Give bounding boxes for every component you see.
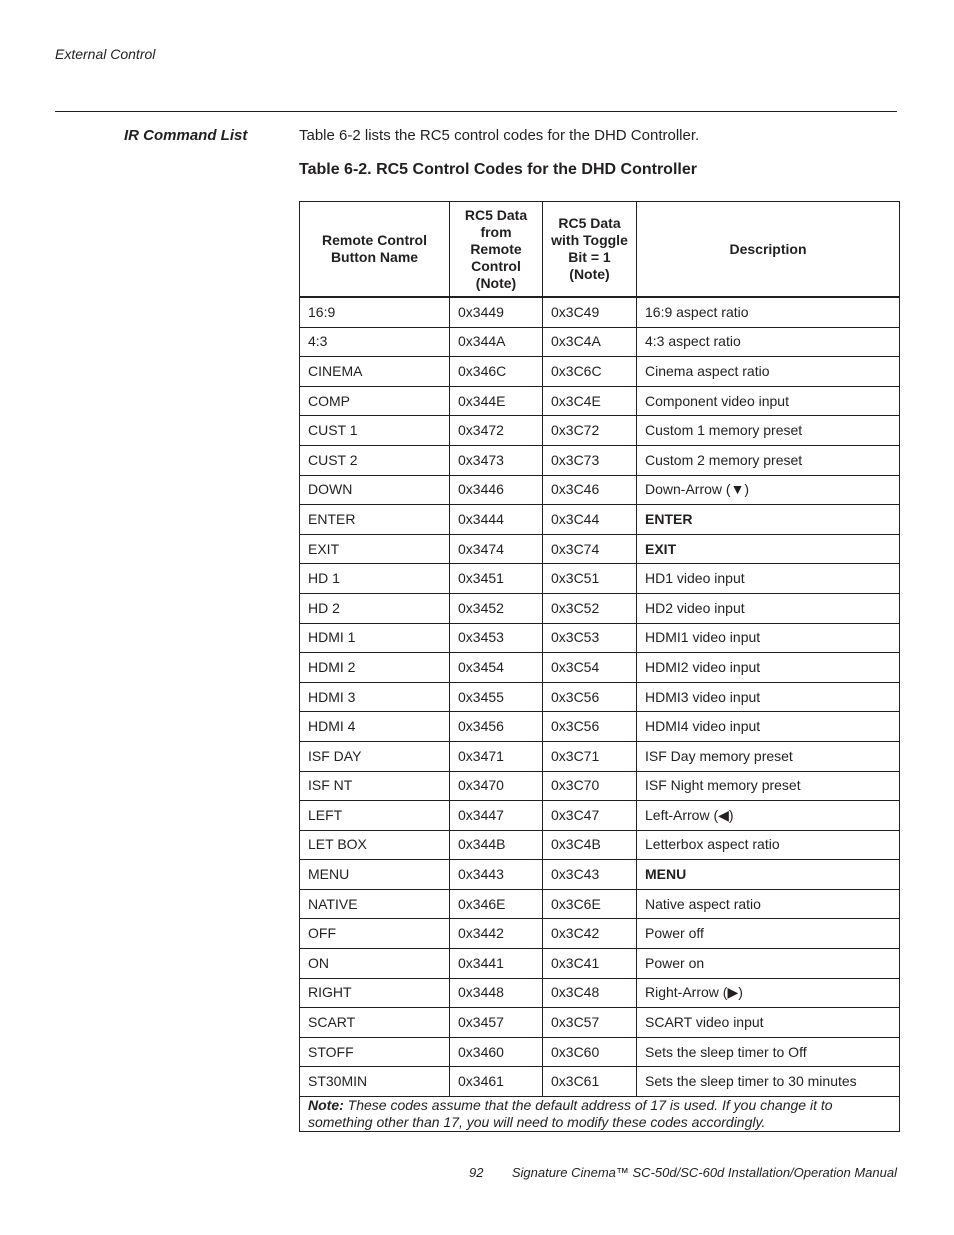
cell-rc5-data: 0x3461 — [450, 1067, 543, 1097]
cell-description: HDMI4 video input — [637, 712, 900, 742]
cell-rc5-data: 0x3474 — [450, 534, 543, 564]
table-row — [300, 1008, 900, 1038]
cell-rc5-data: 0x3446 — [450, 475, 543, 505]
cell-rc5-toggle: 0x3C49 — [543, 297, 637, 327]
table-row — [300, 949, 900, 979]
cell-rc5-toggle: 0x3C54 — [543, 653, 637, 683]
note-label: Note: — [308, 1097, 344, 1114]
cell-description: ISF Day memory preset — [637, 741, 900, 771]
cell-button-name: LET BOX — [300, 830, 450, 860]
cell-button-name: LEFT — [300, 801, 450, 831]
cell-button-name: RIGHT — [300, 978, 450, 1008]
cell-description: Custom 2 memory preset — [637, 445, 900, 475]
cell-rc5-data: 0x3452 — [450, 593, 543, 623]
cell-description: Native aspect ratio — [637, 889, 900, 919]
cell-button-name: OFF — [300, 919, 450, 949]
cell-button-name: MENU — [300, 860, 450, 890]
cell-rc5-data: 0x344E — [450, 386, 543, 416]
table-row — [300, 475, 900, 505]
cell-description: Custom 1 memory preset — [637, 416, 900, 446]
column-header-rc5-data: RC5 Data from Remote Control (Note) — [450, 202, 543, 298]
section-heading: IR Command List — [124, 127, 248, 144]
table-row — [300, 830, 900, 860]
cell-rc5-data: 0x344A — [450, 327, 543, 357]
cell-rc5-toggle: 0x3C44 — [543, 505, 637, 535]
table-row — [300, 653, 900, 683]
column-header-button-name: Remote Control Button Name — [300, 202, 450, 298]
cell-rc5-toggle: 0x3C6E — [543, 889, 637, 919]
cell-button-name: CUST 1 — [300, 416, 450, 446]
table-row — [300, 564, 900, 594]
cell-button-name: ON — [300, 949, 450, 979]
running-header: External Control — [55, 46, 156, 62]
cell-description: MENU — [637, 860, 900, 890]
cell-button-name: CINEMA — [300, 357, 450, 387]
cell-description: HD1 video input — [637, 564, 900, 594]
cell-button-name: EXIT — [300, 534, 450, 564]
cell-button-name: HD 1 — [300, 564, 450, 594]
cell-description: EXIT — [637, 534, 900, 564]
cell-rc5-toggle: 0x3C70 — [543, 771, 637, 801]
table-row — [300, 889, 900, 919]
table-row — [300, 297, 900, 327]
cell-button-name: ST30MIN — [300, 1067, 450, 1097]
cell-button-name: 4:3 — [300, 327, 450, 357]
cell-rc5-data: 0x346C — [450, 357, 543, 387]
cell-rc5-toggle: 0x3C4E — [543, 386, 637, 416]
cell-rc5-data: 0x346E — [450, 889, 543, 919]
cell-rc5-data: 0x3472 — [450, 416, 543, 446]
cell-rc5-data: 0x3441 — [450, 949, 543, 979]
cell-button-name: HDMI 1 — [300, 623, 450, 653]
cell-button-name: CUST 2 — [300, 445, 450, 475]
cell-rc5-toggle: 0x3C74 — [543, 534, 637, 564]
cell-description: ENTER — [637, 505, 900, 535]
cell-description: Left-Arrow (◀) — [637, 801, 900, 831]
table-note-row — [300, 1097, 900, 1132]
table-row — [300, 919, 900, 949]
cell-description: Power off — [637, 919, 900, 949]
cell-button-name: SCART — [300, 1008, 450, 1038]
table-row — [300, 771, 900, 801]
cell-rc5-data: 0x344B — [450, 830, 543, 860]
cell-button-name: ENTER — [300, 505, 450, 535]
cell-rc5-data: 0x3471 — [450, 741, 543, 771]
cell-rc5-data: 0x3457 — [450, 1008, 543, 1038]
table-row — [300, 445, 900, 475]
cell-description: 16:9 aspect ratio — [637, 297, 900, 327]
cell-rc5-data: 0x3442 — [450, 919, 543, 949]
cell-button-name: HDMI 2 — [300, 653, 450, 683]
cell-description: SCART video input — [637, 1008, 900, 1038]
table-body — [300, 297, 900, 1097]
cell-rc5-data: 0x3470 — [450, 771, 543, 801]
cell-rc5-data: 0x3451 — [450, 564, 543, 594]
page-number: 92 — [469, 1165, 484, 1180]
cell-rc5-data: 0x3443 — [450, 860, 543, 890]
cell-description: Power on — [637, 949, 900, 979]
cell-rc5-toggle: 0x3C51 — [543, 564, 637, 594]
cell-description: HDMI1 video input — [637, 623, 900, 653]
cell-description: Cinema aspect ratio — [637, 357, 900, 387]
column-header-rc5-toggle: RC5 Data with Toggle Bit = 1 (Note) — [543, 202, 637, 298]
cell-rc5-data: 0x3448 — [450, 978, 543, 1008]
header-rule — [55, 111, 897, 112]
cell-rc5-toggle: 0x3C53 — [543, 623, 637, 653]
cell-rc5-toggle: 0x3C71 — [543, 741, 637, 771]
cell-rc5-data: 0x3444 — [450, 505, 543, 535]
table-row — [300, 1067, 900, 1097]
cell-rc5-data: 0x3449 — [450, 297, 543, 327]
table-row — [300, 327, 900, 357]
table-row — [300, 978, 900, 1008]
cell-rc5-data: 0x3453 — [450, 623, 543, 653]
table-row — [300, 593, 900, 623]
cell-rc5-toggle: 0x3C56 — [543, 682, 637, 712]
table-row — [300, 801, 900, 831]
cell-rc5-toggle: 0x3C52 — [543, 593, 637, 623]
table-row — [300, 712, 900, 742]
table-header-row — [300, 202, 900, 298]
cell-rc5-toggle: 0x3C48 — [543, 978, 637, 1008]
table-row — [300, 1037, 900, 1067]
cell-button-name: 16:9 — [300, 297, 450, 327]
table-row — [300, 505, 900, 535]
cell-description: HDMI2 video input — [637, 653, 900, 683]
cell-button-name: HDMI 4 — [300, 712, 450, 742]
cell-rc5-toggle: 0x3C4A — [543, 327, 637, 357]
cell-rc5-data: 0x3447 — [450, 801, 543, 831]
table-row — [300, 416, 900, 446]
cell-rc5-toggle: 0x3C42 — [543, 919, 637, 949]
table-title: Table 6-2. RC5 Control Codes for the DHD Controller — [299, 161, 697, 178]
footer-manual-title: Signature Cinema™ SC-50d/SC-60d Installation/Operation Manual — [511, 1165, 897, 1180]
cell-rc5-data: 0x3454 — [450, 653, 543, 683]
cell-rc5-toggle: 0x3C4B — [543, 830, 637, 860]
table-note — [300, 1097, 900, 1132]
cell-rc5-data: 0x3460 — [450, 1037, 543, 1067]
cell-rc5-data: 0x3456 — [450, 712, 543, 742]
cell-description: HDMI3 video input — [637, 682, 900, 712]
table-row — [300, 623, 900, 653]
cell-rc5-data: 0x3455 — [450, 682, 543, 712]
cell-rc5-toggle: 0x3C61 — [543, 1067, 637, 1097]
rc5-codes-table — [299, 201, 900, 1132]
table-row — [300, 741, 900, 771]
table-row — [300, 682, 900, 712]
cell-description: Sets the sleep timer to 30 minutes — [637, 1067, 900, 1097]
cell-rc5-toggle: 0x3C43 — [543, 860, 637, 890]
cell-rc5-toggle: 0x3C6C — [543, 357, 637, 387]
intro-paragraph: Table 6-2 lists the RC5 control codes for the DHD Controller. — [299, 127, 700, 144]
cell-button-name: ISF DAY — [300, 741, 450, 771]
cell-rc5-toggle: 0x3C47 — [543, 801, 637, 831]
cell-description: Sets the sleep timer to Off — [637, 1037, 900, 1067]
cell-button-name: ISF NT — [300, 771, 450, 801]
cell-rc5-toggle: 0x3C73 — [543, 445, 637, 475]
cell-button-name: STOFF — [300, 1037, 450, 1067]
cell-description: ISF Night memory preset — [637, 771, 900, 801]
cell-description: 4:3 aspect ratio — [637, 327, 900, 357]
cell-rc5-toggle: 0x3C41 — [543, 949, 637, 979]
column-header-description: Description — [637, 202, 900, 298]
cell-description: Letterbox aspect ratio — [637, 830, 900, 860]
cell-rc5-toggle: 0x3C57 — [543, 1008, 637, 1038]
table-row — [300, 357, 900, 387]
cell-description: Component video input — [637, 386, 900, 416]
cell-button-name: DOWN — [300, 475, 450, 505]
cell-button-name: HD 2 — [300, 593, 450, 623]
cell-rc5-toggle: 0x3C46 — [543, 475, 637, 505]
table-row — [300, 860, 900, 890]
cell-description: HD2 video input — [637, 593, 900, 623]
cell-rc5-toggle: 0x3C60 — [543, 1037, 637, 1067]
table-row — [300, 386, 900, 416]
table-row — [300, 534, 900, 564]
cell-button-name: COMP — [300, 386, 450, 416]
note-text: These codes assume that the default address of 17 is used. If you change it to something other than 17, you will need to modify these codes accordingly. — [308, 1097, 833, 1131]
cell-description: Right-Arrow (▶) — [637, 978, 900, 1008]
cell-rc5-data: 0x3473 — [450, 445, 543, 475]
cell-rc5-toggle: 0x3C56 — [543, 712, 637, 742]
cell-button-name: NATIVE — [300, 889, 450, 919]
cell-rc5-toggle: 0x3C72 — [543, 416, 637, 446]
cell-description: Down-Arrow (▼) — [637, 475, 900, 505]
cell-button-name: HDMI 3 — [300, 682, 450, 712]
